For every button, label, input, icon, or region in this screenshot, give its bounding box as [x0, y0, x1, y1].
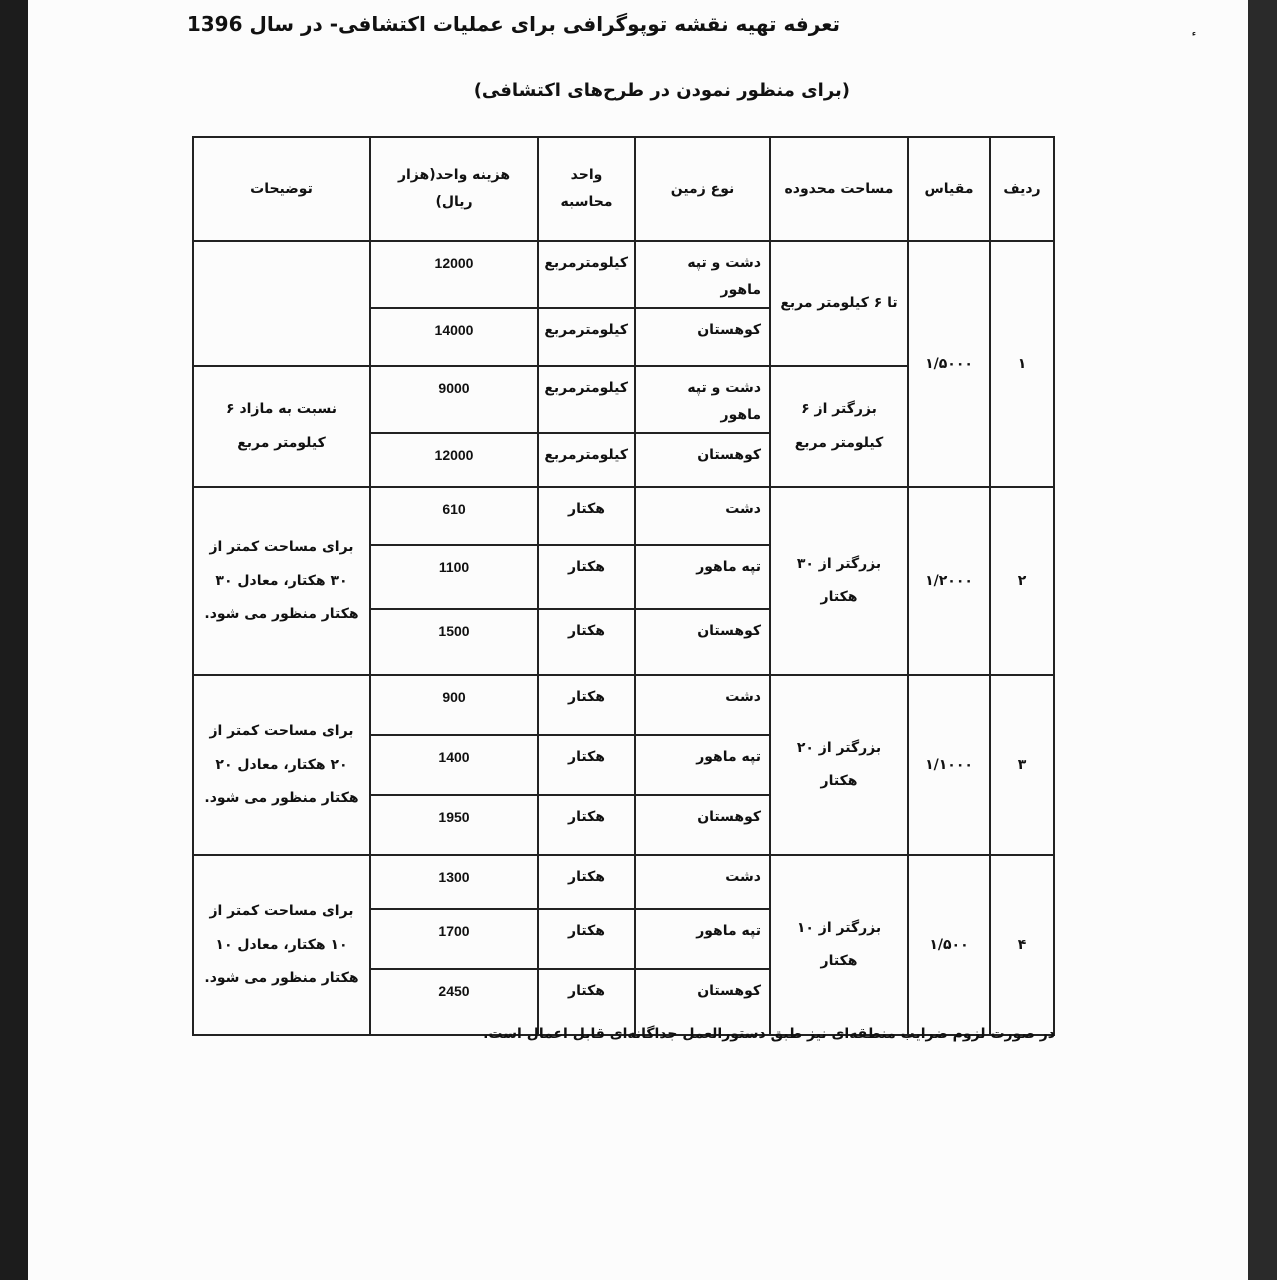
terrain-cell: تپه ماهور	[635, 909, 770, 969]
cost-cell: 610	[370, 487, 538, 545]
unit-cell: هکتار	[538, 795, 635, 855]
cost-cell: 1500	[370, 609, 538, 675]
note-cell: برای مساحت کمتر از ۲۰ هکتار، معادل ۲۰ هکتار منظور می شود.	[193, 675, 370, 855]
cost-cell: 900	[370, 675, 538, 735]
note-cell: نسبت به مازاد ۶ کیلومتر مربع	[193, 366, 370, 487]
table-row	[193, 487, 1054, 545]
header-area: مساحت محدوده	[770, 137, 908, 241]
terrain-cell: کوهستان	[635, 433, 770, 487]
table-row	[193, 675, 1054, 735]
page-edge	[1248, 0, 1277, 1280]
tariff-table	[192, 136, 1055, 1036]
terrain-cell: دشت و تپه ماهور	[635, 241, 770, 308]
cost-cell: 2450	[370, 969, 538, 1035]
terrain-cell: کوهستان	[635, 795, 770, 855]
cost-cell: 1950	[370, 795, 538, 855]
header-notes: توضیحات	[193, 137, 370, 241]
cost-cell: 1300	[370, 855, 538, 909]
terrain-cell: دشت	[635, 487, 770, 545]
terrain-cell: دشت	[635, 675, 770, 735]
terrain-cell: دشت و تپه ماهور	[635, 366, 770, 433]
unit-cell: هکتار	[538, 609, 635, 675]
row-number: ۳	[990, 675, 1054, 855]
area-cell: تا ۶ کیلومتر مربع	[770, 241, 908, 366]
cost-cell: 12000	[370, 241, 538, 308]
unit-cell: کیلومترمربع	[538, 366, 635, 433]
document-subtitle: (برای منظور نمودن در طرح‌های اکتشافی)	[473, 80, 850, 101]
footer-note: در صورت لزوم ضرایب منطقه‌ای نیز طبق دستورالعمل جداگانه‌ای قابل اعمال است.	[483, 1026, 1055, 1042]
terrain-cell: کوهستان	[635, 609, 770, 675]
header-terrain: نوع زمین	[635, 137, 770, 241]
cost-cell: 9000	[370, 366, 538, 433]
table-row	[193, 855, 1054, 909]
terrain-cell: تپه ماهور	[635, 545, 770, 609]
note-cell: برای مساحت کمتر از ۱۰ هکتار، معادل ۱۰ هکتار منظور می شود.	[193, 855, 370, 1035]
unit-cell: هکتار	[538, 735, 635, 795]
scale-cell: ۱/۵۰۰	[908, 855, 990, 1035]
area-cell: بزرگتر از ۲۰ هکتار	[770, 675, 908, 855]
unit-cell: هکتار	[538, 545, 635, 609]
row-number: ۱	[990, 241, 1054, 487]
terrain-cell: کوهستان	[635, 969, 770, 1035]
cost-cell: 1400	[370, 735, 538, 795]
scale-cell: ۱/۱۰۰۰	[908, 675, 990, 855]
unit-cell: هکتار	[538, 909, 635, 969]
unit-cell: هکتار	[538, 969, 635, 1035]
unit-cell: هکتار	[538, 855, 635, 909]
header-scale: مقیاس	[908, 137, 990, 241]
cost-cell: 12000	[370, 433, 538, 487]
unit-cell: هکتار	[538, 487, 635, 545]
scale-cell: ۱/۵۰۰۰	[908, 241, 990, 487]
scale-cell: ۱/۲۰۰۰	[908, 487, 990, 675]
cost-cell: 1700	[370, 909, 538, 969]
unit-cell: کیلومترمربع	[538, 433, 635, 487]
note-cell: برای مساحت کمتر از ۳۰ هکتار، معادل ۳۰ هکتار منظور می شود.	[193, 487, 370, 675]
header-unit: واحد محاسبه	[538, 137, 635, 241]
table-row	[193, 241, 1054, 308]
table-header-row	[193, 137, 1054, 241]
terrain-cell: تپه ماهور	[635, 735, 770, 795]
area-cell: بزرگتر از ۱۰ هکتار	[770, 855, 908, 1035]
header-row-no: ردیف	[990, 137, 1054, 241]
terrain-cell: دشت	[635, 855, 770, 909]
unit-cell: کیلومترمربع	[538, 241, 635, 308]
note-cell	[193, 241, 370, 366]
header-cost: هزینه واحد(هزار ریال)	[370, 137, 538, 241]
row-number: ۴	[990, 855, 1054, 1035]
terrain-cell: کوهستان	[635, 308, 770, 366]
cost-cell: 14000	[370, 308, 538, 366]
unit-cell: هکتار	[538, 675, 635, 735]
document-title: تعرفه تهیه نقشه توپوگرافی برای عملیات اکتشافی- در سال 1396	[186, 12, 840, 36]
cost-cell: 1100	[370, 545, 538, 609]
row-number: ۲	[990, 487, 1054, 675]
area-cell: بزرگتر از ۳۰ هکتار	[770, 487, 908, 675]
area-cell: بزرگتر از ۶ کیلومتر مربع	[770, 366, 908, 487]
unit-cell: کیلومترمربع	[538, 308, 635, 366]
